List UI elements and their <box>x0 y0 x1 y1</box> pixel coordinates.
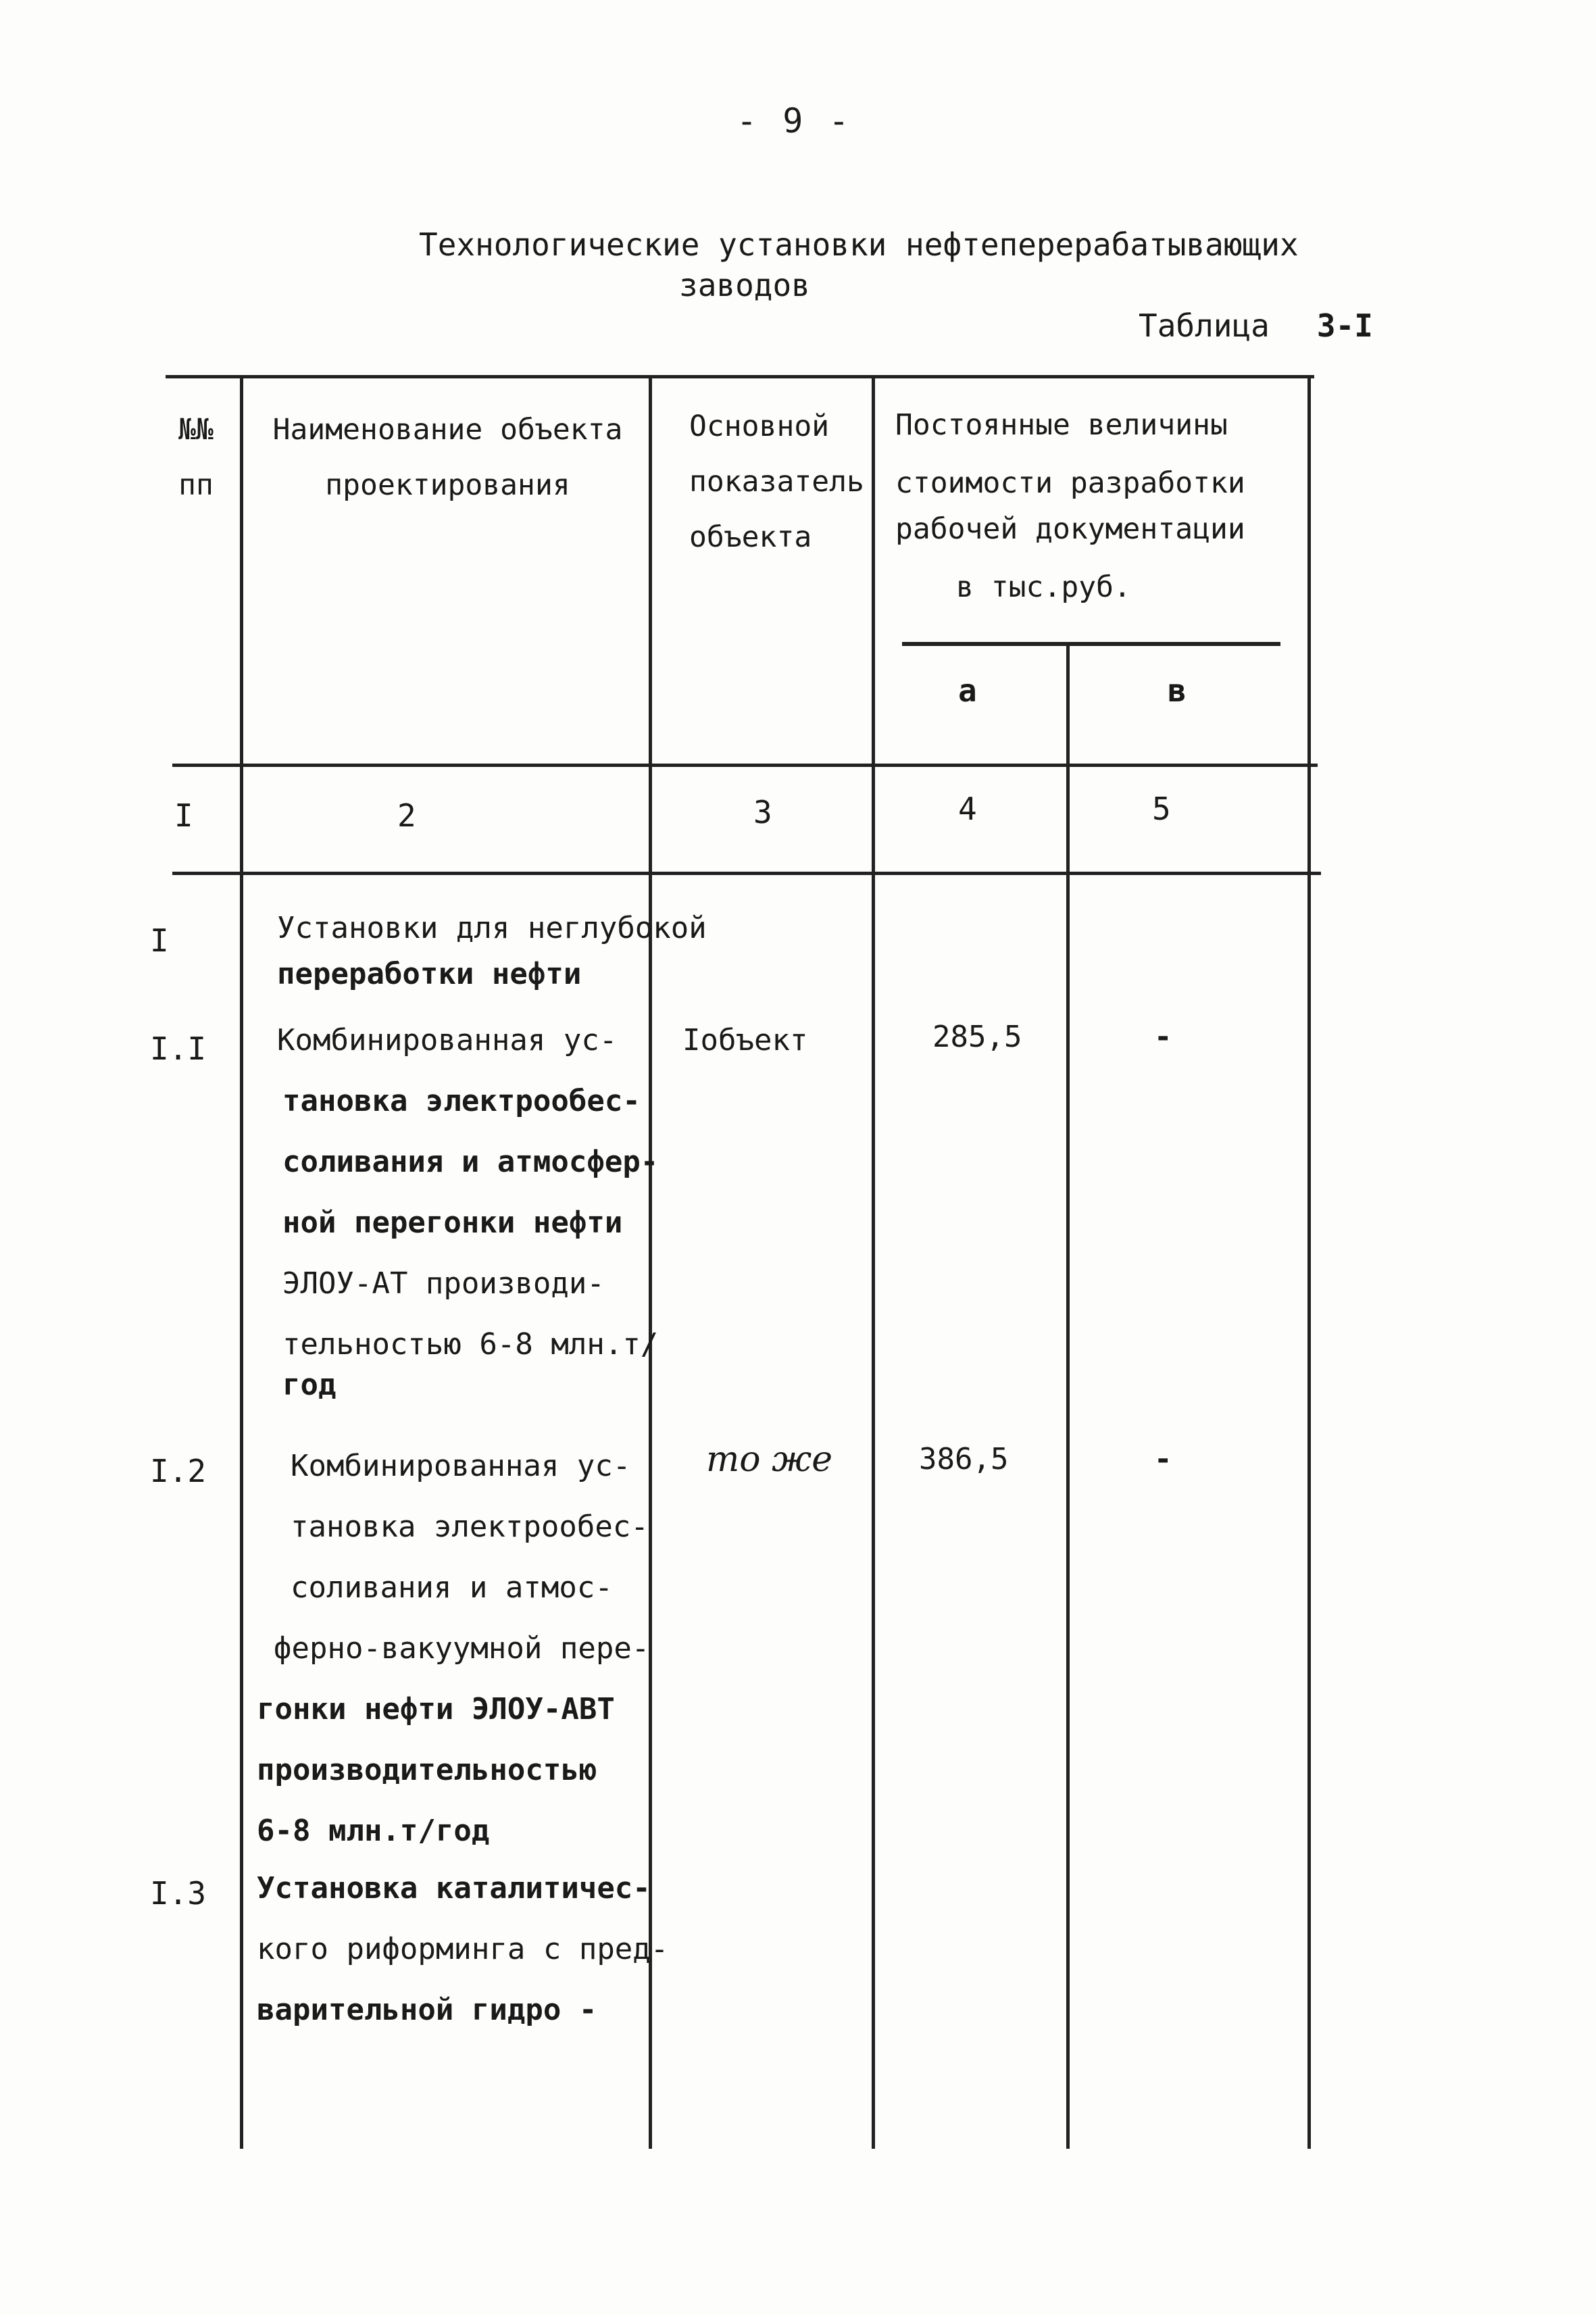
col-divider-5 <box>1307 375 1311 2149</box>
row-number: I <box>150 922 169 959</box>
colnum-3: 3 <box>753 794 772 830</box>
row-name: Комбинированная ус- тановка электрообес- соливания и атмос- ферно-вакуумной пере- гонки нефти ЭЛОУ-АВТ производительностью 6-8 млн.т/год <box>257 1449 650 1848</box>
header-sub-a: а <box>958 672 977 709</box>
col-divider-3 <box>872 375 875 2149</box>
row-value-a: 386,5 <box>919 1442 1009 1476</box>
table-title: Технологические установки нефтеперерабатывающих <box>419 226 1299 263</box>
row-number: I.2 <box>150 1453 207 1489</box>
row-name: Комбинированная ус- тановка электрообес- соливания и атмосфер- ной перегонки нефти ЭЛОУ-АТ производи- тельностью 6-8 млн.т/ год <box>277 1023 659 1402</box>
row-name: Установка каталитичес- кого риформинга с пред- варительной гидро - <box>257 1871 669 2027</box>
header-bottom-rule <box>172 764 1318 767</box>
colnum-1: I <box>174 797 193 834</box>
table-number: 3-I <box>1316 307 1373 344</box>
header-col2: Наименование объекта проектирования <box>272 413 623 502</box>
page-number: - 9 - <box>737 101 852 141</box>
row-indicator: то же <box>706 1439 833 1480</box>
row-number: I.I <box>150 1030 207 1067</box>
colnum-5: 5 <box>1152 791 1171 827</box>
row-name: Установки для неглубокой переработки нефти <box>277 911 707 991</box>
row-value-b: - <box>1154 1442 1172 1476</box>
colnum-4: 4 <box>958 791 977 827</box>
col-divider-1 <box>240 375 243 2149</box>
colnum-bottom-rule <box>172 872 1321 875</box>
row-indicator: Iобъект <box>682 1023 808 1057</box>
header-col4: Постоянные величины стоимости разработки рабочей документации в тыс.руб. <box>895 408 1245 604</box>
row-number: I.3 <box>150 1875 207 1912</box>
header-col1: №№ пп <box>178 413 214 502</box>
subheader-rule <box>902 642 1280 646</box>
header-sub-b: в <box>1168 672 1187 709</box>
row-value-a: 285,5 <box>932 1020 1022 1054</box>
table-label: Таблица 3-I <box>1139 307 1373 344</box>
table-title-line2: заводов <box>679 267 810 303</box>
table-top-rule <box>166 375 1314 378</box>
col-divider-4 <box>1066 645 1070 2149</box>
header-col3: Основной показатель объекта <box>689 409 864 554</box>
row-value-b: - <box>1154 1020 1172 1054</box>
colnum-2: 2 <box>397 797 416 834</box>
